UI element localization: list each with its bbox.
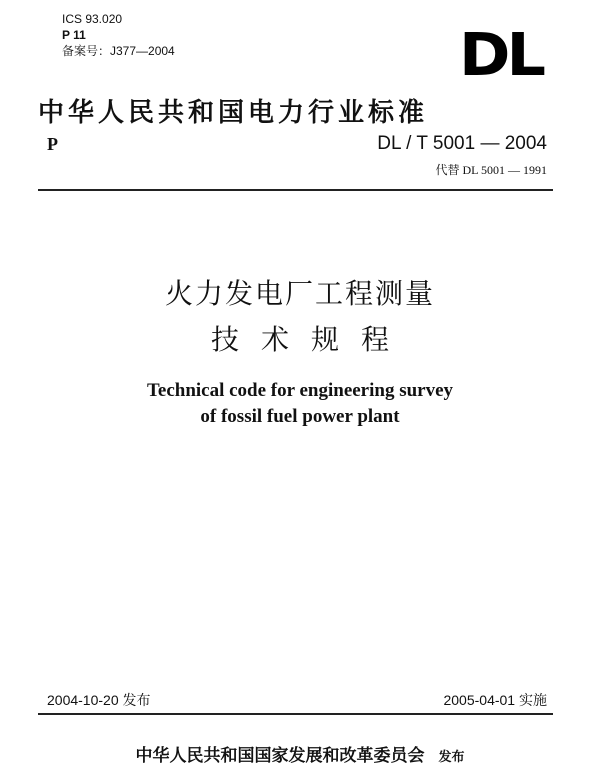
title-chinese-line1: 火力发电厂工程测量 xyxy=(164,277,435,310)
publisher xyxy=(0,741,600,766)
classification-code: P 11 xyxy=(62,28,86,42)
publisher-label: 发布 xyxy=(438,750,465,765)
top-divider xyxy=(38,189,553,191)
title-chinese-line2: 技术规程 xyxy=(210,323,411,356)
dl-logo: DL xyxy=(459,19,542,90)
ics-code: ICS 93.020 xyxy=(62,12,123,26)
implementation-date: 2005-04-01 实施 xyxy=(443,692,547,708)
title-english-line1: Technical code for engineering survey xyxy=(146,380,454,401)
publisher-name: 中华人民共和国国家发展和改革委员会 xyxy=(135,746,425,766)
industry-standard-heading: 中华人民共和国电力行业标准 xyxy=(38,98,429,128)
issue-date: 2004-10-20 发布 xyxy=(47,692,151,708)
record-number: 备案号：J377—2004 xyxy=(62,44,175,58)
replaces-standard: 代替 DL 5001 — 1991 xyxy=(435,163,547,177)
title-english-line2: of fossil fuel power plant xyxy=(200,406,400,427)
standard-number: DL / T 5001 — 2004 xyxy=(377,133,547,154)
category-letter: P xyxy=(47,134,58,154)
bottom-divider xyxy=(38,713,553,715)
